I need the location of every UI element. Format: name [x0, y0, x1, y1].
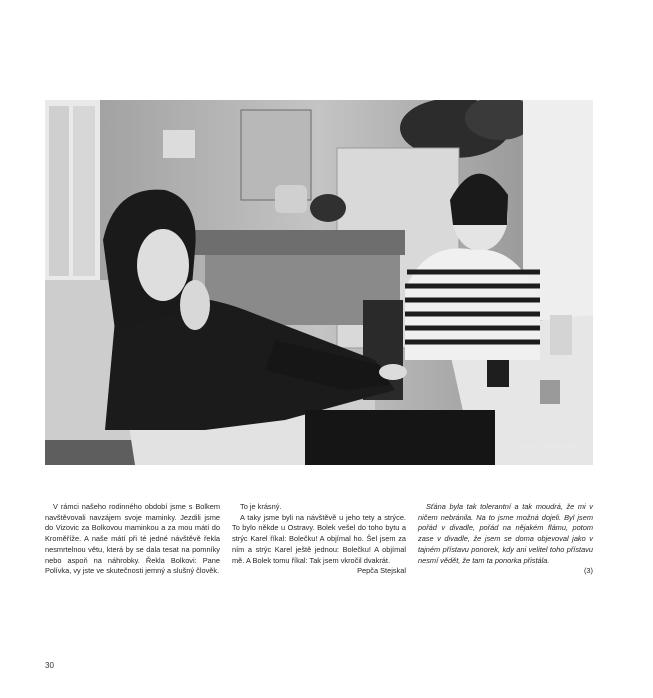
paragraph: Sťána byla tak tolerantní a tak moudrá, že mi v ničem nebránila. Na to jsme možná dojeli. Byl jsem pořád v divadle, pořád na nějakém flámu, potom zase v divadle, že jsem se doma objevoval jako v tajném přístavu ponorek, kdy ani velitel toho přístavu nesmí vědět, že tam ta ponorka přistála.: [418, 502, 593, 565]
signature: Pepča Stejskal: [357, 566, 406, 576]
text-column-3: [418, 502, 593, 577]
text-column-2: [232, 502, 406, 577]
photograph: [45, 100, 593, 465]
text-column-1: [45, 502, 220, 577]
page-number: 30: [45, 661, 54, 670]
photo-illustration: [45, 100, 593, 465]
photo-credit: foto: Juraj Bartoš: [522, 444, 577, 451]
paragraph: A taky jsme byli na návštěvě u jeho tety a strýce. To bylo někde u Ostravy. Bolek vešel do toho bytu a strýc Karel říkal: Bolečku! A objímal ho. Šel jsem za ním a strýc Karel ještě jednou: Bolečku! A objímal mě. A Bolek tomu říkal: Tak jsem vkročil dvakrát.: [232, 512, 406, 565]
paragraph: To je krásný.: [240, 502, 282, 511]
paragraph: V rámci našeho rodinného období jsme s Bolkem navštěvovali navzájem svoje maminky. Jezdili jsme do Vizovic za Bolkovou maminkou a za mou mátí do Kroměříže. A naše mátí při té jedné návštěvě řekla nesmrtelnou větu, která by se dala tesat na pomníky nebo aspoň na náhrobky. Řekla Bolkovi: Pane Polívka, vy jste ve skutečnosti jemný a slušný člověk.: [45, 502, 220, 576]
footnote-marker: (3): [583, 566, 593, 576]
